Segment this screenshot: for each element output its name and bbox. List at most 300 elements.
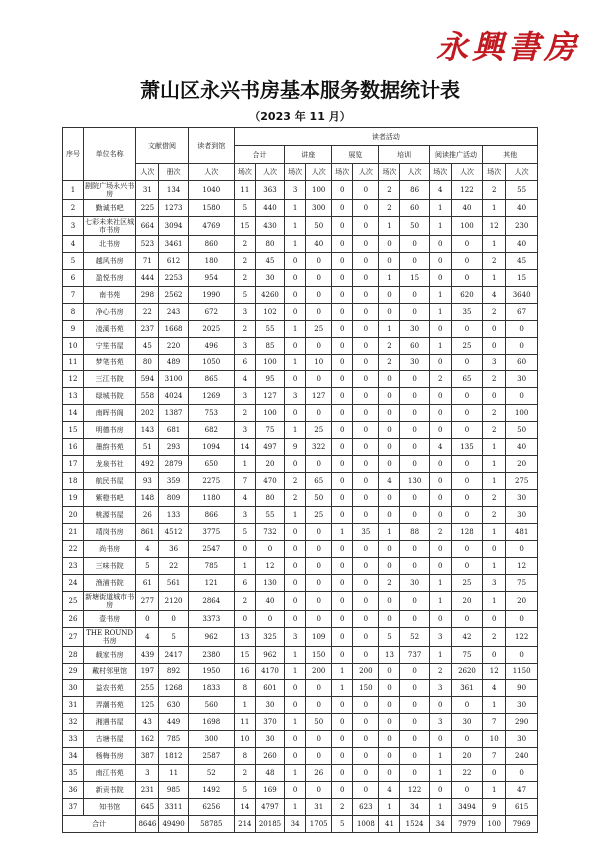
row-value: 4: [136, 540, 159, 557]
row-value: 2: [379, 337, 400, 354]
table-row: [63, 782, 538, 799]
row-value: 2025: [188, 320, 234, 337]
row-value: 1: [285, 799, 306, 816]
row-value: 560: [188, 697, 234, 714]
row-value: 0: [429, 540, 451, 557]
row-value: 40: [506, 200, 538, 217]
row-value: 30: [400, 320, 429, 337]
row-value: 2: [379, 574, 400, 591]
row-value: 4260: [255, 286, 284, 303]
row-value: 197: [136, 663, 159, 680]
row-value: 47: [506, 782, 538, 799]
row-value: 0: [332, 371, 353, 388]
row-seq: 10: [63, 337, 84, 354]
row-value: 5: [234, 286, 255, 303]
row-value: 30: [400, 354, 429, 371]
row-value: 0: [353, 200, 379, 217]
row-seq: 16: [63, 439, 84, 456]
row-value: 100: [306, 181, 332, 200]
table-row: [63, 439, 538, 456]
row-value: 50: [306, 216, 332, 235]
header-row-1: [63, 128, 538, 146]
row-value: 3: [234, 388, 255, 405]
table-row: [63, 574, 538, 591]
table-row: [63, 422, 538, 439]
row-value: 2: [483, 490, 506, 507]
row-value: 1: [483, 456, 506, 473]
row-unit-name: 古塘书屋: [83, 731, 135, 748]
row-unit-name: 知书馆: [83, 799, 135, 816]
row-value: 954: [188, 269, 234, 286]
row-value: 1: [429, 216, 451, 235]
row-unit-name: 越风书房: [83, 252, 135, 269]
row-value: 2: [379, 200, 400, 217]
row-value: 293: [159, 439, 188, 456]
row-value: 130: [255, 574, 284, 591]
row-value: 0: [332, 627, 353, 646]
row-value: 2: [234, 591, 255, 610]
row-value: 0: [379, 456, 400, 473]
row-value: 6: [234, 574, 255, 591]
row-value: 298: [136, 286, 159, 303]
row-value: 5: [234, 782, 255, 799]
row-value: 1: [483, 523, 506, 540]
row-value: 1: [285, 422, 306, 439]
row-value: 0: [451, 456, 482, 473]
row-value: 35: [451, 303, 482, 320]
row-value: 0: [429, 697, 451, 714]
row-value: 0: [306, 405, 332, 422]
row-value: 255: [136, 680, 159, 697]
row-value: 0: [400, 490, 429, 507]
row-value: 0: [353, 371, 379, 388]
header-renci: 人次: [451, 164, 482, 181]
row-value: 55: [506, 181, 538, 200]
row-value: 150: [353, 680, 379, 697]
row-value: 1: [285, 663, 306, 680]
total-label: 合计: [63, 815, 136, 832]
row-value: 122: [400, 782, 429, 799]
row-value: 1: [483, 557, 506, 574]
row-value: 3: [285, 181, 306, 200]
row-value: 1: [429, 286, 451, 303]
row-value: 0: [285, 337, 306, 354]
row-value: 277: [136, 591, 159, 610]
header-activities: 读者活动: [234, 128, 537, 146]
row-value: 0: [451, 731, 482, 748]
row-value: 0: [483, 337, 506, 354]
header-lecture: 讲座: [285, 146, 332, 164]
row-value: 50: [400, 216, 429, 235]
table-row: [63, 252, 538, 269]
row-value: 0: [332, 181, 353, 200]
row-value: 8: [234, 748, 255, 765]
row-value: 0: [353, 490, 379, 507]
row-unit-name: 七彩未来社区城市书房: [85, 217, 135, 234]
row-value: 2: [429, 523, 451, 540]
row-value: 3: [136, 765, 159, 782]
row-value: 0: [379, 490, 400, 507]
row-value: 2: [483, 252, 506, 269]
row-value: 0: [379, 697, 400, 714]
row-value: 0: [306, 591, 332, 610]
row-value: 1268: [159, 680, 188, 697]
row-value: 109: [306, 627, 332, 646]
row-value: 48: [255, 765, 284, 782]
row-value: 0: [451, 252, 482, 269]
table-row: [63, 591, 538, 610]
header-renci: 人次: [400, 164, 429, 181]
row-value: 1: [234, 557, 255, 574]
row-value: 0: [353, 765, 379, 782]
row-value: 0: [332, 200, 353, 217]
table-row: [63, 680, 538, 697]
row-value: 0: [353, 320, 379, 337]
row-value: 30: [255, 731, 284, 748]
table-row: [63, 269, 538, 286]
row-value: 0: [400, 680, 429, 697]
row-value: 25: [306, 422, 332, 439]
row-seq: 29: [63, 663, 84, 680]
row-value: 0: [400, 286, 429, 303]
row-value: 2547: [188, 540, 234, 557]
row-value: 1: [379, 320, 400, 337]
row-value: 0: [332, 540, 353, 557]
row-value: 67: [506, 303, 538, 320]
row-value: 2: [234, 235, 255, 252]
row-value: 523: [136, 235, 159, 252]
row-value: 6256: [188, 799, 234, 816]
row-value: 481: [506, 523, 538, 540]
row-value: 14: [234, 799, 255, 816]
table-row: [63, 610, 538, 627]
row-value: 0: [451, 388, 482, 405]
header-renci: 人次: [306, 164, 332, 181]
row-value: 4512: [159, 523, 188, 540]
row-value: 1698: [188, 714, 234, 731]
header-visitors: 读者到馆: [188, 128, 234, 164]
row-seq: 21: [63, 523, 84, 540]
row-unit-name: 宁笙书屋: [83, 337, 135, 354]
row-value: 0: [332, 473, 353, 490]
row-value: 0: [451, 320, 482, 337]
header-lending: 文献借阅: [136, 128, 188, 164]
row-value: 0: [506, 610, 538, 627]
row-value: 0: [429, 782, 451, 799]
row-value: 1580: [188, 200, 234, 217]
row-value: 65: [306, 473, 332, 490]
table-row: [63, 506, 538, 523]
row-value: 387: [136, 748, 159, 765]
row-value: 0: [306, 456, 332, 473]
row-value: 0: [451, 354, 482, 371]
row-value: 240: [506, 748, 538, 765]
row-value: 180: [188, 252, 234, 269]
row-value: 1: [285, 646, 306, 663]
row-value: 12: [506, 557, 538, 574]
row-unit-name: 南书苑: [83, 286, 135, 303]
row-value: 11: [234, 181, 255, 200]
row-value: 9: [285, 439, 306, 456]
table-row: [63, 540, 538, 557]
row-value: 80: [255, 235, 284, 252]
row-value: 0: [429, 506, 451, 523]
row-seq: 13: [63, 388, 84, 405]
row-value: 1492: [188, 782, 234, 799]
row-value: 0: [429, 456, 451, 473]
row-seq: 1: [63, 181, 84, 200]
row-value: 0: [400, 506, 429, 523]
row-value: 2562: [159, 286, 188, 303]
total-value: 214: [234, 815, 255, 832]
row-value: 0: [136, 610, 159, 627]
row-value: 2: [285, 490, 306, 507]
row-value: 30: [255, 697, 284, 714]
row-value: 1: [429, 748, 451, 765]
row-unit-name: 新贡书院: [83, 782, 135, 799]
row-value: 30: [506, 490, 538, 507]
row-value: 0: [379, 680, 400, 697]
row-value: 0: [379, 610, 400, 627]
row-value: 2: [379, 181, 400, 200]
row-value: 148: [136, 490, 159, 507]
row-value: 612: [159, 252, 188, 269]
row-value: 1180: [188, 490, 234, 507]
table-row: [63, 731, 538, 748]
total-value: 7969: [506, 815, 538, 832]
row-value: 0: [285, 782, 306, 799]
row-value: 0: [429, 610, 451, 627]
row-value: 0: [285, 731, 306, 748]
row-value: 0: [159, 610, 188, 627]
row-value: 0: [285, 610, 306, 627]
row-value: 0: [483, 765, 506, 782]
row-value: 3094: [159, 216, 188, 235]
row-value: 88: [400, 523, 429, 540]
row-value: 93: [136, 473, 159, 490]
row-value: 22: [136, 303, 159, 320]
row-value: 615: [506, 799, 538, 816]
row-value: 0: [332, 354, 353, 371]
row-value: 51: [136, 439, 159, 456]
row-value: 0: [332, 574, 353, 591]
row-value: 3: [429, 680, 451, 697]
header-cece: 册次: [159, 164, 188, 181]
row-value: 16: [234, 663, 255, 680]
row-value: 2253: [159, 269, 188, 286]
row-value: 0: [379, 663, 400, 680]
row-value: 0: [285, 405, 306, 422]
row-value: 0: [429, 731, 451, 748]
row-seq: 9: [63, 320, 84, 337]
row-value: 230: [506, 216, 538, 235]
row-value: 985: [159, 782, 188, 799]
row-value: 1: [285, 320, 306, 337]
row-value: 7: [234, 473, 255, 490]
row-value: 2: [483, 422, 506, 439]
row-value: 0: [306, 303, 332, 320]
row-value: 0: [506, 646, 538, 663]
row-value: 0: [353, 473, 379, 490]
row-value: 0: [400, 422, 429, 439]
row-value: 2879: [159, 456, 188, 473]
row-value: 0: [353, 610, 379, 627]
row-value: 0: [483, 646, 506, 663]
row-value: 0: [306, 269, 332, 286]
row-value: 0: [332, 439, 353, 456]
row-value: 439: [136, 646, 159, 663]
row-value: 10: [234, 731, 255, 748]
row-value: 449: [159, 714, 188, 731]
row-value: 0: [400, 663, 429, 680]
table-row: [63, 303, 538, 320]
row-value: 162: [136, 731, 159, 748]
row-value: 0: [285, 269, 306, 286]
row-unit-name: 靖岗书房: [83, 523, 135, 540]
table-row: [63, 181, 538, 200]
row-value: 26: [136, 506, 159, 523]
row-value: 122: [451, 181, 482, 200]
row-value: 260: [255, 748, 284, 765]
row-value: 492: [136, 456, 159, 473]
row-value: 1: [429, 337, 451, 354]
row-value: 1050: [188, 354, 234, 371]
row-value: 7: [483, 748, 506, 765]
row-value: 1: [483, 591, 506, 610]
row-unit-name: 北书房: [83, 235, 135, 252]
row-value: 0: [400, 748, 429, 765]
header-seq: 序号: [63, 128, 84, 181]
row-value: 30: [506, 506, 538, 523]
row-value: 4: [379, 782, 400, 799]
row-value: 0: [451, 697, 482, 714]
row-value: 1: [285, 765, 306, 782]
row-seq: 18: [63, 473, 84, 490]
row-unit-name: 明德书房: [83, 422, 135, 439]
row-value: 300: [188, 731, 234, 748]
table-row: [63, 200, 538, 217]
row-value: 1: [285, 506, 306, 523]
row-value: 1: [483, 269, 506, 286]
row-value: 0: [306, 748, 332, 765]
row-unit-name: 盈悦书房: [83, 269, 135, 286]
row-value: 0: [451, 269, 482, 286]
row-value: 11: [234, 714, 255, 731]
row-seq: 7: [63, 286, 84, 303]
table-row: [63, 765, 538, 782]
row-value: 630: [159, 697, 188, 714]
row-value: 0: [332, 405, 353, 422]
row-value: 892: [159, 663, 188, 680]
row-value: 0: [353, 506, 379, 523]
row-value: 75: [451, 646, 482, 663]
row-value: 65: [451, 371, 482, 388]
row-value: 561: [159, 574, 188, 591]
row-unit-name: 桃源书屋: [83, 506, 135, 523]
total-row: [63, 815, 538, 832]
row-value: 0: [506, 765, 538, 782]
row-value: 3: [234, 303, 255, 320]
row-value: 0: [379, 371, 400, 388]
row-value: 0: [332, 252, 353, 269]
row-value: 100: [255, 405, 284, 422]
row-value: 1: [234, 456, 255, 473]
row-seq: 2: [63, 200, 84, 217]
row-value: 1273: [159, 200, 188, 217]
row-value: 0: [332, 610, 353, 627]
row-value: 31: [306, 799, 332, 816]
row-value: 3: [483, 574, 506, 591]
row-unit-name: 剧院广场永兴书房: [85, 182, 135, 198]
row-value: 0: [353, 216, 379, 235]
total-value: 7979: [451, 815, 482, 832]
row-value: 102: [255, 303, 284, 320]
row-value: 20: [506, 591, 538, 610]
header-changci: 场次: [285, 164, 306, 181]
row-value: 0: [429, 235, 451, 252]
row-seq: 8: [63, 303, 84, 320]
row-value: 0: [353, 697, 379, 714]
row-value: 1: [483, 782, 506, 799]
row-value: 359: [159, 473, 188, 490]
row-value: 430: [255, 216, 284, 235]
row-value: 243: [159, 303, 188, 320]
row-value: 0: [400, 303, 429, 320]
row-value: 0: [332, 697, 353, 714]
row-value: 4: [483, 680, 506, 697]
row-value: 2380: [188, 646, 234, 663]
row-value: 169: [255, 782, 284, 799]
row-value: 1: [483, 200, 506, 217]
row-value: 30: [451, 714, 482, 731]
row-value: 1: [285, 200, 306, 217]
row-value: 0: [332, 235, 353, 252]
row-value: 40: [255, 591, 284, 610]
row-value: 25: [306, 320, 332, 337]
row-value: 0: [332, 303, 353, 320]
table-row: [63, 748, 538, 765]
row-value: 26: [306, 765, 332, 782]
total-value: 20185: [255, 815, 284, 832]
row-unit-name: 载家书房: [83, 646, 135, 663]
row-value: 620: [451, 286, 482, 303]
row-value: 681: [159, 422, 188, 439]
row-value: 1: [379, 269, 400, 286]
header-changci: 场次: [332, 164, 353, 181]
row-seq: 25: [63, 591, 84, 610]
row-seq: 36: [63, 782, 84, 799]
row-value: 0: [400, 439, 429, 456]
row-value: 809: [159, 490, 188, 507]
row-value: 0: [332, 286, 353, 303]
row-seq: 22: [63, 540, 84, 557]
row-value: 0: [353, 714, 379, 731]
total-value: 1008: [353, 815, 379, 832]
row-value: 322: [306, 439, 332, 456]
header-renci: 人次: [188, 164, 234, 181]
row-seq: 15: [63, 422, 84, 439]
row-value: 0: [285, 456, 306, 473]
row-value: 231: [136, 782, 159, 799]
row-value: 0: [379, 748, 400, 765]
row-value: 1: [285, 216, 306, 235]
row-value: 0: [400, 405, 429, 422]
row-value: 3: [483, 354, 506, 371]
row-value: 40: [306, 235, 332, 252]
row-value: 3775: [188, 523, 234, 540]
row-unit-name: 勤诚书吧: [83, 200, 135, 217]
row-value: 121: [188, 574, 234, 591]
